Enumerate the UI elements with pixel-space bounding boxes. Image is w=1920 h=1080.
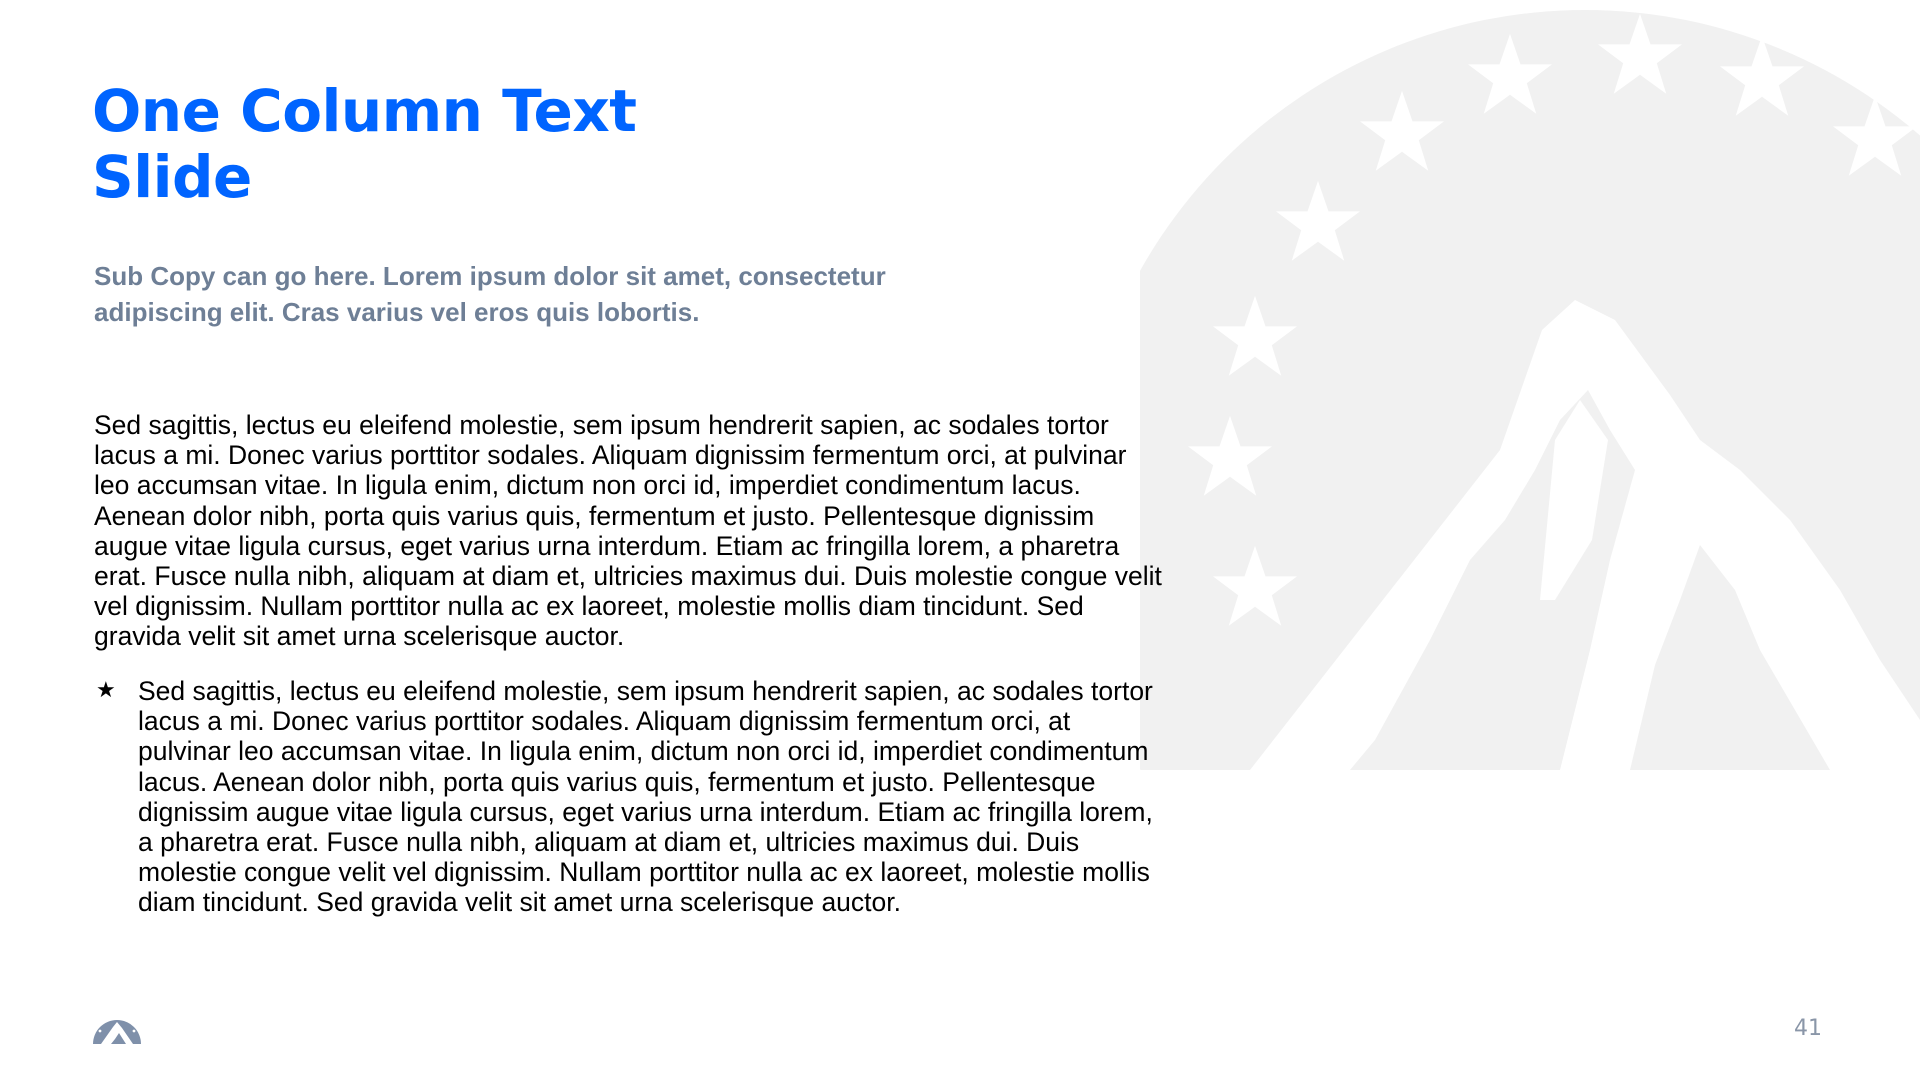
bullet-line: lacus. Aenean dolor nibh, porta quis varius quis, fermentum et justo. Pellentesque [138,766,1096,797]
bullet-line: dignissim augue vitae ligula cursus, eget varius urna interdum. Etiam ac fringilla lorem, [138,796,1153,827]
bullet-line: molestie congue velit vel dignissim. Nullam porttitor nulla ac ex laoreet, molestie mollis [138,857,1150,888]
slide-title [92,78,792,210]
body-line: vel dignissim. Nullam porttitor nulla ac ex laoreet, molestie mollis diam tincidunt. Sed [94,591,1084,622]
body-paragraph [94,410,1214,652]
body-line: gravida velit sit amet urna scelerisque auctor. [94,621,625,652]
page-number: 41 [1794,1016,1822,1041]
body-line: augue vitae ligula cursus, eget varius urna interdum. Etiam ac fringilla lorem, a pharetra [94,530,1120,561]
slide-title-line-1: One Column Text [92,77,637,145]
body-line: Sed sagittis, lectus eu eleifend molestie, sem ipsum hendrerit sapien, ac sodales tortor [94,410,1109,440]
bullet-list [94,676,1220,918]
bullet-line: lacus a mi. Donec varius porttitor sodales. Aliquam dignissim fermentum orci, at [138,706,1071,737]
bullet-line: Sed sagittis, lectus eu eleifend molestie, sem ipsum hendrerit sapien, ac sodales tortor [138,676,1153,706]
bullet-item [94,676,1220,918]
sub-copy [94,258,934,330]
body-line: erat. Fusce nulla nibh, aliquam at diam et, ultricies maximus dui. Duis molestie congue velit [94,561,1162,592]
sub-copy-line-1: Sub Copy can go here. Lorem ipsum dolor sit amet, consectetur [94,261,886,291]
mountain-stars-watermark-icon [1140,0,1920,770]
bullet-line: diam tincidunt. Sed gravida velit sit amet urna scelerisque auctor. [138,887,902,918]
body-line: Aenean dolor nibh, porta quis varius quis, fermentum et justo. Pellentesque dignissim [94,500,1095,531]
sub-copy-line-2: adipiscing elit. Cras varius vel eros quis lobortis. [94,297,700,327]
bullet-line: pulvinar leo accumsan vitae. In ligula enim, dictum non orci id, imperdiet condimentum [138,736,1149,767]
bullet-line: a pharetra erat. Fusce nulla nibh, aliquam at diam et, ultricies maximus dui. Duis [138,827,1080,858]
body-line: leo accumsan vitae. In ligula enim, dictum non orci id, imperdiet condimentum lacus. [94,470,1081,501]
star-bullet-icon: ★ [96,678,116,703]
slide-title-line-2: Slide [92,143,252,211]
mountain-logo-icon [91,1003,143,1045]
body-line: lacus a mi. Donec varius porttitor sodales. Aliquam dignissim fermentum orci, at pulvinar [94,440,1127,471]
